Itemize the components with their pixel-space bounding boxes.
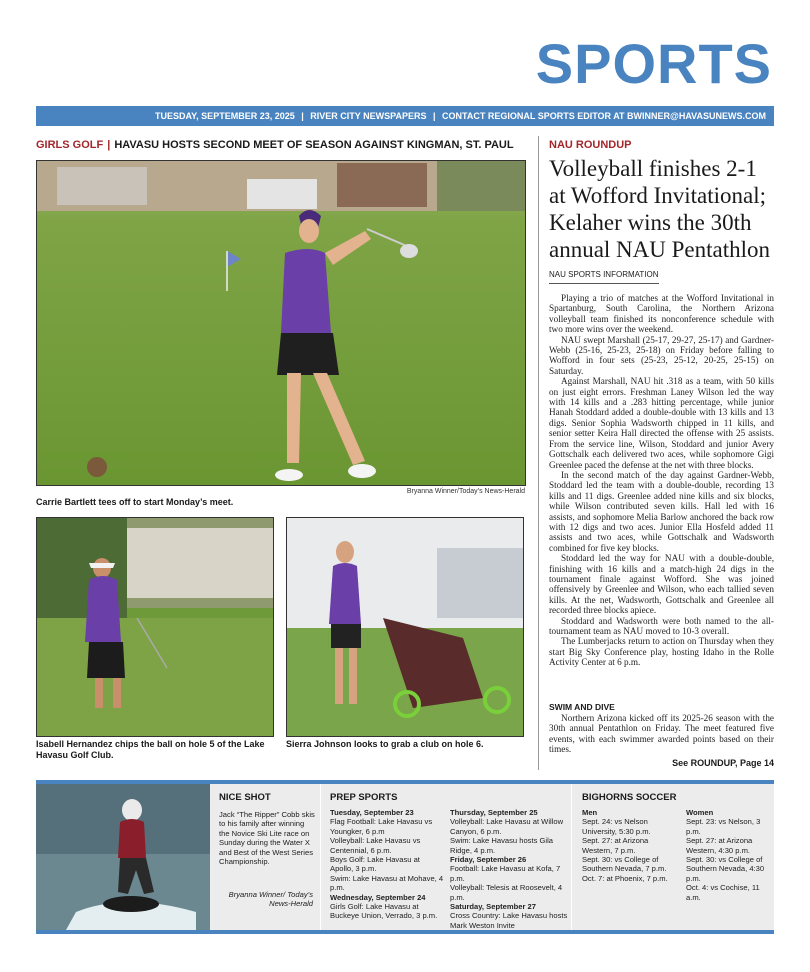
nice-shot-title: NICE SHOT — [219, 792, 271, 803]
bottom-rule-bottom — [36, 930, 774, 934]
prep-event: Boys Golf: Lake Havasu at Apollo, 3 p.m. — [330, 855, 420, 874]
prep-sports-panel — [321, 784, 571, 930]
nau-headline: Volleyball finishes 2-1 at Wofford Invitational; Kelaher wins the 30th annual NAU Pentathlon — [549, 156, 771, 262]
bighorns-game: Sept. 30: vs College of Southern Nevada, 4:30 p.m. — [686, 855, 765, 883]
prep-col-2 — [450, 808, 568, 930]
nice-shot-text: Jack “The Ripper” Cobb skis to his family after winning the Novice Ski Lite race on Sunday during the Water X and Best of the West Series Championship. — [219, 810, 315, 867]
bighorns-game: Sept. 24: vs Nelson University, 5:30 p.m. — [582, 817, 651, 836]
see-more-link[interactable]: See ROUNDUP, Page 14 — [672, 758, 774, 768]
nice-shot-credit: Bryanna Winner/ Today’s News-Herald — [228, 890, 313, 909]
golf-headline: HAVASU HOSTS SECOND MEET OF SEASON AGAINST KINGMAN, ST. PAUL — [114, 139, 514, 151]
nice-shot-panel — [210, 784, 320, 930]
bighorns-men-head: Men — [582, 808, 598, 817]
bighorns-game: Sept. 23: vs Nelson, 3 p.m. — [686, 817, 761, 836]
bighorns-game: Sept. 30: vs College of Southern Nevada, 7 p.m. — [582, 855, 667, 874]
golf-main-photo — [36, 160, 526, 486]
prep-day: Saturday, September 27 — [450, 902, 536, 912]
column-divider — [538, 136, 539, 770]
masthead-date: TUESDAY, SEPTEMBER 23, 2025 — [155, 111, 295, 121]
prep-event: Girls Golf: Lake Havasu at Buckeye Union, Verrado, 3 p.m. — [330, 902, 438, 921]
prep-event: Swim: Lake Havasu hosts Gila Ridge, 4 p.m. — [450, 836, 553, 855]
nau-paragraph: Stoddard led the way for NAU with a double-double, finishing with 16 kills and a match-high 24 digs in the tournament finale against Wofford. She was joined offensively by Greenlee and Wilson, who each tallied seven kills. At the net, Wadsworth, Gottschalk and Greenlee all recorded three blocks apiece. — [549, 553, 774, 616]
prep-event: Flag Football: Lake Havasu vs Youngker, 6 p.m — [330, 817, 433, 836]
prep-event: Swim: Lake Havasu at Mohave, 4 p.m. — [330, 873, 444, 893]
nau-paragraph: Stoddard and Wadsworth were both named to the all-tournament team as NAU moved to 10-3 overall. — [549, 615, 774, 636]
prep-event: Volleyball: Telesis at Roosevelt, 4 p.m. — [450, 883, 563, 902]
nau-paragraph: NAU swept Marshall (25-17, 29-27, 25-17) and Gardner-Webb (25-16, 25-23, 25-18) on Friday before falling to Wofford in four sets (25-23, 25-12, 20-25, 25-15) on Saturday. — [549, 334, 774, 376]
nau-paragraph: Against Marshall, NAU hit .318 as a team, with 50 kills on just eight errors. Freshman Laney Wilson led the way with 14 kills and a .283 hitting percentage, while junior Hanah Stoddard added a double-double with 13 kills and 13 digs. Senior Sophia Wadsworth chipped in 11 kills, and senior setter Keira Hall directed the offense with 25 assists. From the service line, Wilson, Stoddard and junior Avery Gottschalk each delivered two aces, while sophomore Gigi Greenlee paced the defense at the net with three blocks. — [549, 376, 774, 470]
swim-subhead: SWIM AND DIVE — [549, 702, 615, 712]
golf-right-photo — [286, 517, 524, 737]
golf-left-photo — [36, 517, 274, 737]
nice-shot-photo — [36, 784, 210, 930]
masthead-contact[interactable]: CONTACT REGIONAL SPORTS EDITOR AT BWINNER@HAVASUNEWS.COM — [442, 111, 766, 121]
bighorns-game: Sept. 27: at Arizona Western, 7 p.m. — [582, 836, 649, 855]
bighorns-women — [686, 808, 772, 902]
nau-paragraph: Playing a trio of matches at the Wofford Invitational in Spartanburg, South Carolina, the Northern Arizona volleyball team finished its nonconference schedule with two more wins over the weekend. — [549, 293, 774, 335]
swim-body — [549, 713, 774, 755]
golf-left-caption: Isabell Hernandez chips the ball on hole 5 of the Lake Havasu Golf Club. — [36, 739, 265, 760]
bighorns-game: Sept. 27: at Arizona Western, 4:30 p.m. — [686, 836, 753, 855]
nau-byline: NAU SPORTS INFORMATION — [549, 270, 659, 284]
prep-day: Thursday, September 25 — [450, 808, 538, 817]
prep-event: Volleyball: Lake Havasu vs Centennial, 6 p.m. — [330, 836, 421, 855]
bighorns-game: Oct. 4: vs Cochise, 11 a.m. — [686, 883, 760, 902]
prep-day: Friday, September 26 — [450, 855, 527, 865]
bighorns-title: BIGHORNS SOCCER — [582, 792, 677, 803]
prep-col-1 — [330, 808, 444, 921]
bighorns-game: Oct. 7: at Phoenix, 7 p.m. — [582, 873, 668, 883]
golf-main-credit: Bryanna Winner/Today’s News-Herald — [406, 488, 525, 495]
prep-event: Volleyball: Lake Havasu at Willow Canyon, 6 p.m. — [450, 817, 564, 836]
masthead-info-bar: TUESDAY, SEPTEMBER 23, 2025 | RIVER CITY NEWSPAPERS | CONTACT REGIONAL SPORTS EDITOR AT BWINNER@HAVASUNEWS.COM — [36, 106, 774, 126]
section-title: SPORTS — [535, 32, 772, 95]
nau-body — [549, 293, 774, 668]
nau-paragraph: The Lumberjacks return to action on Thursday when they start Big Sky Conference play, hosting Idaho in the Rolle Activity Center at 6 p.m. — [549, 636, 774, 668]
prep-sports-title: PREP SPORTS — [330, 792, 398, 803]
golf-main-caption: Carrie Bartlett tees off to start Monday’s meet. — [36, 497, 234, 507]
golf-right-caption: Sierra Johnson looks to grab a club on hole 6. — [286, 739, 484, 749]
bighorns-women-head: Women — [686, 808, 714, 817]
golf-category: GIRLS GOLF — [36, 139, 104, 151]
prep-day: Wednesday, September 24 — [330, 892, 426, 902]
bighorns-panel — [572, 784, 774, 930]
swim-paragraph: Northern Arizona kicked off its 2025-26 season with the 30th annual Pentathlon on Friday. The meet featured five events, with each swimmer awarded points based on their times. — [549, 713, 774, 755]
masthead-paper: RIVER CITY NEWSPAPERS — [310, 111, 427, 121]
prep-event: Cross Country: Lake Havasu hosts Mark Weston Invite — [450, 911, 568, 930]
golf-kicker: GIRLS GOLF | HAVASU HOSTS SECOND MEET OF SEASON AGAINST KINGMAN, ST. PAUL — [36, 139, 514, 151]
nau-kicker: NAU ROUNDUP — [549, 139, 632, 151]
bighorns-men — [582, 808, 674, 883]
prep-day: Tuesday, September 23 — [330, 808, 414, 817]
prep-event: Football: Lake Havasu at Kofa, 7 p.m. — [450, 864, 561, 883]
nau-paragraph: In the second match of the day against Gardner-Webb, Stoddard led the team with a double-double, recording 13 kills and 11 digs. Greenlee added nine kills and six blocks, while Wilson contributed seven kills. Hall led with 16 assists, and sophomore Melia Barlow anchored the back row with 12 digs and two aces. Junior Ella Hosfeld added 11 assists and two aces, while Gottschalk and Wadsworth combined for five key blocks. — [549, 469, 774, 553]
